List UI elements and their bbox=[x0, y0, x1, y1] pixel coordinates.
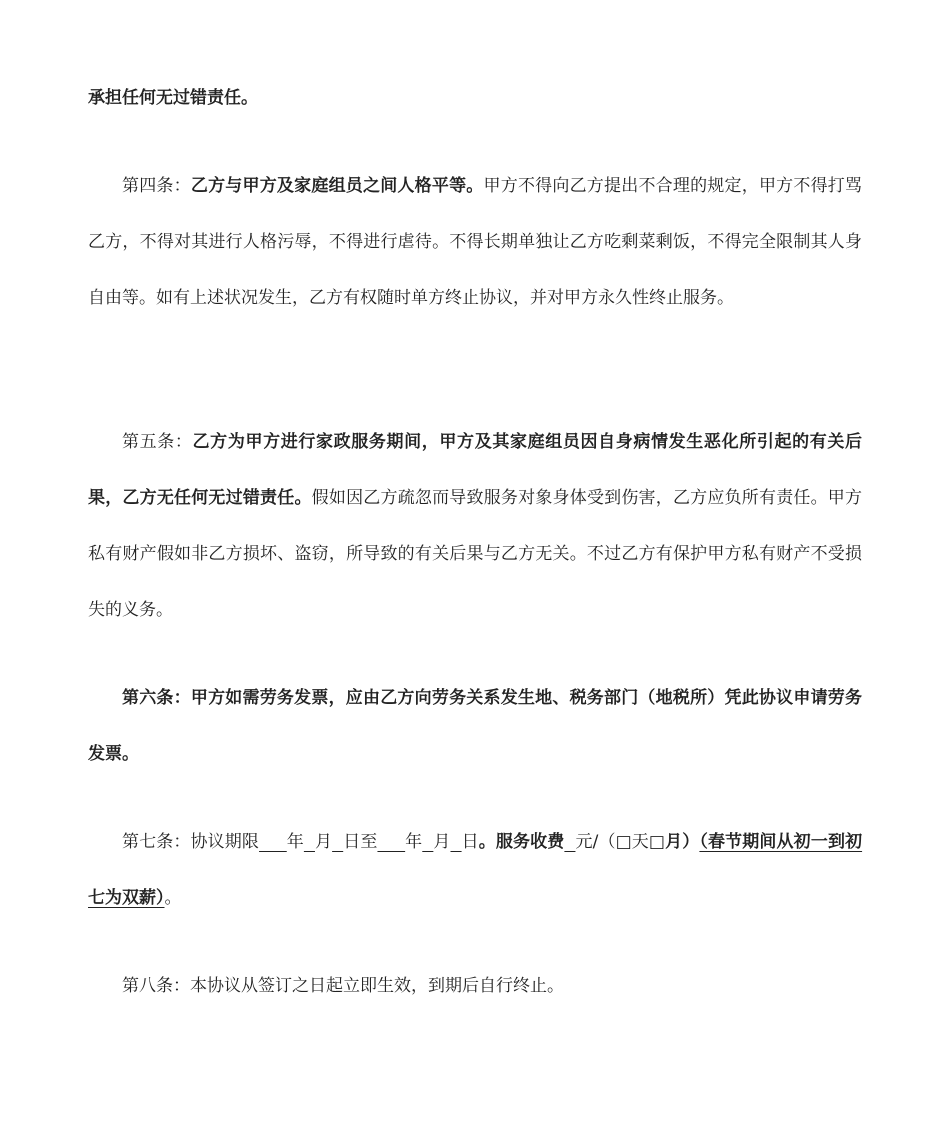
paragraph-article-5 bbox=[88, 414, 862, 638]
article-5-bold: 乙方为甲方进行家政服务期间，甲方及其家庭组员因自身病情发生恶化所引起的有关后果，乙方无任何无过错责任。 bbox=[88, 432, 863, 508]
blank-start-year bbox=[259, 832, 287, 852]
checkbox-day-month: □天□ bbox=[615, 832, 666, 852]
month-char-2: 月 bbox=[433, 832, 451, 852]
article-4-label: 第四条： bbox=[122, 176, 191, 196]
blank-end-day bbox=[451, 832, 462, 852]
article-3-bold-tail: 承担任何无过错责任。 bbox=[88, 88, 258, 108]
article-4-bold: 乙方与甲方及家庭组员之间人格平等。 bbox=[190, 176, 484, 196]
paragraph-article-6 bbox=[88, 670, 862, 782]
article-7-label: 第七条：协议期限 bbox=[122, 832, 260, 852]
article-7-end: 。 bbox=[164, 888, 182, 908]
year-char-2: 年 bbox=[405, 832, 423, 852]
year-char-1: 年 bbox=[286, 832, 304, 852]
paragraph-article-3-end bbox=[88, 70, 862, 126]
article-8-text: 第八条：本协议从签订之日起立即生效，到期后自行终止。 bbox=[122, 976, 564, 996]
service-fee-label: 。服务收费 bbox=[478, 832, 565, 852]
article-4-text: 甲方不得向乙方提出不合理的规定，甲方不得打骂乙方，不得对其进行人格污辱，不得进行虐待。不得长期单独让乙方吃剩菜剩饭，不得完全限制其人身自由等。如有上述状况发生，乙方有权随时单方终止协议，并对甲方永久性终止服务。 bbox=[88, 176, 863, 308]
month-bold: 月） bbox=[665, 832, 700, 852]
spring-festival-note: （春节期间从初一到初七为双薪） bbox=[88, 832, 863, 908]
paragraph-article-4 bbox=[88, 158, 862, 326]
day-to-text: 日至 bbox=[343, 832, 378, 852]
blank-fee bbox=[564, 832, 575, 852]
blank-start-day bbox=[332, 832, 343, 852]
blank-start-month bbox=[304, 832, 315, 852]
day-end-text: 日 bbox=[461, 832, 479, 852]
blank-end-month bbox=[422, 832, 433, 852]
paragraph-article-7 bbox=[88, 814, 862, 926]
paragraph-article-8 bbox=[88, 958, 862, 1014]
article-5-text: 假如因乙方疏忽而导致服务对象身体受到伤害，乙方应负所有责任。甲方私有财产假如非乙方损坏、盗窃，所导致的有关后果与乙方无关。不过乙方有保护甲方私有财产不受损失的义务。 bbox=[88, 488, 863, 620]
article-6-bold: 第六条：甲方如需劳务发票，应由乙方向劳务关系发生地、税务部门（地税所）凭此协议申请劳务发票。 bbox=[88, 688, 862, 764]
article-5-label: 第五条： bbox=[122, 432, 193, 452]
month-char-1: 月 bbox=[314, 832, 333, 852]
yuan-per-text: 元/（ bbox=[575, 832, 616, 852]
blank-end-year bbox=[377, 832, 405, 852]
